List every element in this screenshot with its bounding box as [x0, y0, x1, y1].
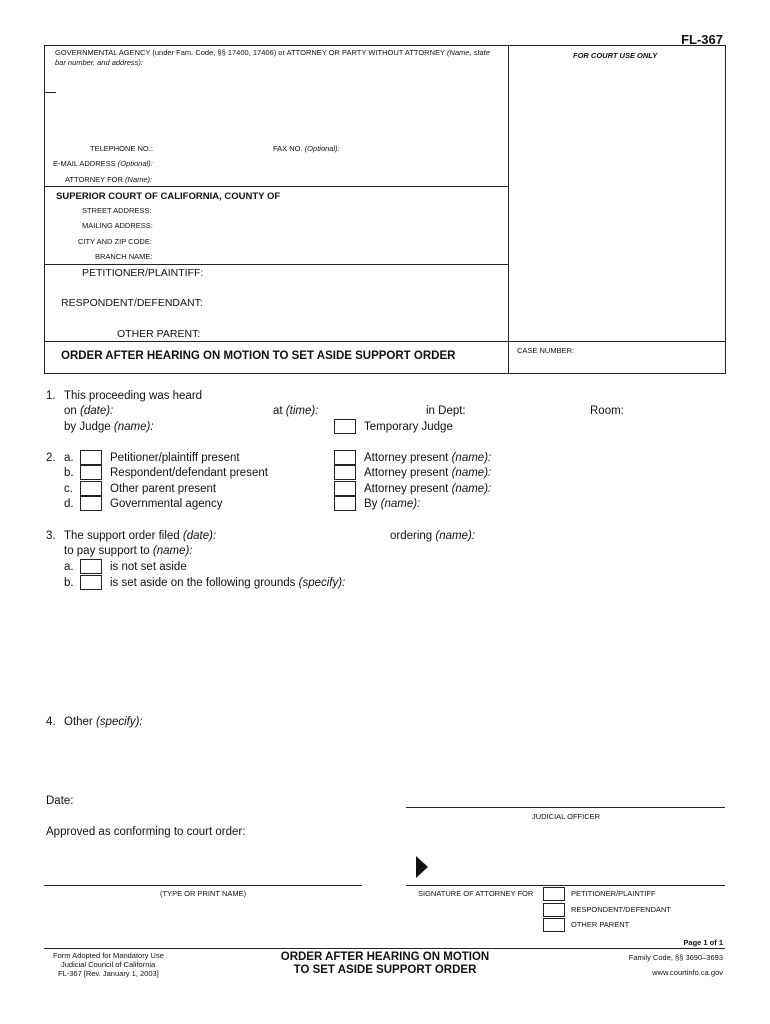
item2b-letter: b. — [64, 467, 74, 479]
attorney-header-line2: bar number, and address): — [55, 58, 143, 67]
hearing-time-label: at (time): — [273, 405, 319, 417]
petitioner-label: PETITIONER/PLAINTIFF: — [82, 267, 204, 279]
telephone-label: TELEPHONE NO.: — [90, 144, 153, 153]
print-name-field[interactable] — [44, 868, 362, 884]
divider — [44, 264, 508, 265]
other-label: Other (specify): — [64, 716, 143, 728]
divider — [44, 186, 508, 187]
dept-field[interactable] — [468, 405, 586, 417]
telephone-field[interactable] — [150, 142, 260, 154]
judge-field[interactable] — [156, 421, 331, 433]
temporary-judge-label: Temporary Judge — [364, 421, 453, 433]
attorney-for-label: ATTORNEY FOR (Name): — [65, 175, 153, 184]
not-set-aside-label: is not set aside — [110, 561, 187, 573]
judicial-officer-line — [406, 807, 725, 808]
other-specify-field[interactable] — [64, 732, 720, 782]
signature-attorney-label: SIGNATURE OF ATTORNEY FOR — [418, 889, 534, 898]
sig-petitioner-label: PETITIONER/PLAINTIFF — [571, 889, 656, 898]
respondent-attorney-field[interactable] — [492, 467, 720, 479]
dept-label: in Dept: — [426, 405, 466, 417]
divider — [44, 341, 725, 342]
adopted-line2: Judicial Council of California — [61, 960, 156, 969]
petitioner-attorney-field[interactable] — [492, 452, 720, 464]
footer-title-2: TO SET ASIDE SUPPORT ORDER — [293, 964, 477, 976]
footer-title-1: ORDER AFTER HEARING ON MOTION — [280, 951, 490, 963]
support-order-date-field[interactable] — [218, 530, 383, 542]
judicial-officer-label: JUDICIAL OFFICER — [532, 812, 601, 821]
street-label: STREET ADDRESS: — [82, 206, 152, 215]
set-aside-label: is set aside on the following grounds (specify): — [110, 577, 346, 589]
city-zip-label: CITY AND ZIP CODE: — [78, 237, 152, 246]
attorney-for-field[interactable] — [158, 173, 495, 185]
support-order-label: The support order filed (date): — [64, 530, 217, 542]
item1-text: This proceeding was heard — [64, 390, 203, 402]
sig-other-parent-label: OTHER PARENT — [571, 920, 630, 929]
attorney-header: GOVERNMENTAL AGENCY (under Fam. Code, §§ 17400, 17406) or ATTORNEY OR PARTY WITHOUT ATTORNEY (Name, state — [55, 48, 490, 57]
page-number: Page 1 of 1 — [683, 938, 723, 947]
branch-label: BRANCH NAME: — [95, 252, 153, 261]
ordering-label: ordering (name): — [390, 530, 476, 542]
city-zip-field[interactable] — [158, 235, 495, 247]
agency-by-label: By (name): — [364, 498, 421, 510]
other-parent-attorney-checkbox[interactable] — [334, 481, 356, 496]
item1-number: 1. — [46, 390, 56, 402]
branch-field[interactable] — [158, 250, 495, 262]
tick-mark — [44, 92, 56, 93]
respondent-attorney-label: Attorney present (name): — [364, 467, 492, 479]
pay-support-label: to pay support to (name): — [64, 545, 193, 557]
email-label: E-MAIL ADDRESS (Optional): — [53, 159, 153, 168]
item4-number: 4. — [46, 716, 56, 728]
email-field[interactable] — [160, 157, 495, 169]
website-link[interactable]: www.courtinfo.ca.gov — [652, 968, 723, 977]
item2d-letter: d. — [64, 498, 74, 510]
hearing-time-field[interactable] — [322, 405, 422, 417]
print-name-line — [44, 885, 362, 886]
other-parent-present-label: Other parent present — [110, 483, 217, 495]
mailing-label: MAILING ADDRESS: — [82, 221, 153, 230]
respondent-present-label: Respondent/defendant present — [110, 467, 268, 479]
petitioner-present-label: Petitioner/plaintiff present — [110, 452, 240, 464]
hearing-date-label: on (date): — [64, 405, 114, 417]
attorney-signature-line — [406, 885, 725, 886]
item3b-letter: b. — [64, 577, 74, 589]
case-number-field[interactable] — [517, 356, 717, 368]
adopted-line3: FL-367 [Rev. January 1, 2003] — [58, 969, 159, 978]
court-use-label: FOR COURT USE ONLY — [573, 51, 658, 60]
form-title: ORDER AFTER HEARING ON MOTION TO SET ASIDE SUPPORT ORDER — [61, 350, 456, 362]
court-title: SUPERIOR COURT OF CALIFORNIA, COUNTY OF — [56, 191, 281, 202]
agency-by-field[interactable] — [424, 498, 720, 510]
date-field[interactable] — [80, 794, 380, 806]
form-number: FL-367 — [681, 32, 723, 47]
agency-by-checkbox[interactable] — [334, 496, 356, 511]
adopted-line1: Form Adopted for Mandatory Use — [53, 951, 164, 960]
item3-number: 3. — [46, 530, 56, 542]
approved-label: Approved as conforming to court order: — [46, 826, 246, 838]
room-label: Room: — [590, 405, 624, 417]
divider-court-use — [508, 45, 509, 373]
fax-label: FAX NO. (Optional): — [273, 144, 340, 153]
pay-support-field[interactable] — [196, 545, 720, 557]
case-number-label: CASE NUMBER: — [517, 346, 575, 355]
mailing-field[interactable] — [158, 219, 495, 231]
hearing-date-field[interactable] — [118, 405, 268, 417]
attorney-signature-field[interactable] — [432, 866, 722, 884]
sig-respondent-label: RESPONDENT/DEFENDANT — [571, 905, 672, 914]
item3a-letter: a. — [64, 561, 74, 573]
county-field[interactable] — [296, 190, 496, 202]
respondent-present-checkbox[interactable] — [80, 465, 102, 480]
ordering-field[interactable] — [478, 530, 720, 542]
petitioner-field[interactable] — [202, 266, 497, 278]
respondent-field[interactable] — [202, 296, 497, 308]
date-label: Date: — [46, 795, 74, 807]
room-field[interactable] — [626, 405, 721, 417]
temporary-judge-checkbox[interactable] — [334, 419, 356, 434]
footer-rule — [44, 948, 725, 949]
arrow-marker-icon — [416, 856, 428, 878]
petitioner-attorney-checkbox[interactable] — [334, 450, 356, 465]
item2-number: 2. — [46, 452, 56, 464]
item2a-letter: a. — [64, 452, 74, 464]
respondent-label: RESPONDENT/DEFENDANT: — [61, 297, 203, 309]
set-aside-grounds-field[interactable] — [64, 594, 720, 704]
type-print-name-label: (TYPE OR PRINT NAME) — [160, 889, 247, 898]
street-field[interactable] — [158, 204, 495, 216]
governmental-agency-checkbox[interactable] — [80, 496, 102, 511]
governmental-agency-label: Governmental agency — [110, 498, 223, 510]
court-use-field[interactable] — [512, 64, 720, 334]
other-parent-label: OTHER PARENT: — [117, 328, 201, 340]
judicial-officer-signature[interactable] — [406, 790, 725, 806]
other-parent-attorney-field[interactable] — [492, 483, 720, 495]
sig-petitioner-checkbox[interactable] — [543, 887, 565, 901]
item2c-letter: c. — [64, 483, 73, 495]
set-aside-checkbox[interactable] — [80, 575, 102, 590]
petitioner-attorney-label: Attorney present (name): — [364, 452, 492, 464]
judge-label: by Judge (name): — [64, 421, 154, 433]
sig-respondent-checkbox[interactable] — [543, 903, 565, 917]
other-parent-attorney-label: Attorney present (name): — [364, 483, 492, 495]
attorney-address-field[interactable] — [55, 70, 495, 130]
family-code: Family Code, §§ 3690–3693 — [628, 953, 723, 962]
other-parent-field[interactable] — [202, 327, 497, 339]
sig-other-parent-checkbox[interactable] — [543, 918, 565, 932]
respondent-attorney-checkbox[interactable] — [334, 465, 356, 480]
petitioner-present-checkbox[interactable] — [80, 450, 102, 465]
other-parent-present-checkbox[interactable] — [80, 481, 102, 496]
not-set-aside-checkbox[interactable] — [80, 559, 102, 574]
fax-field[interactable] — [345, 142, 495, 154]
